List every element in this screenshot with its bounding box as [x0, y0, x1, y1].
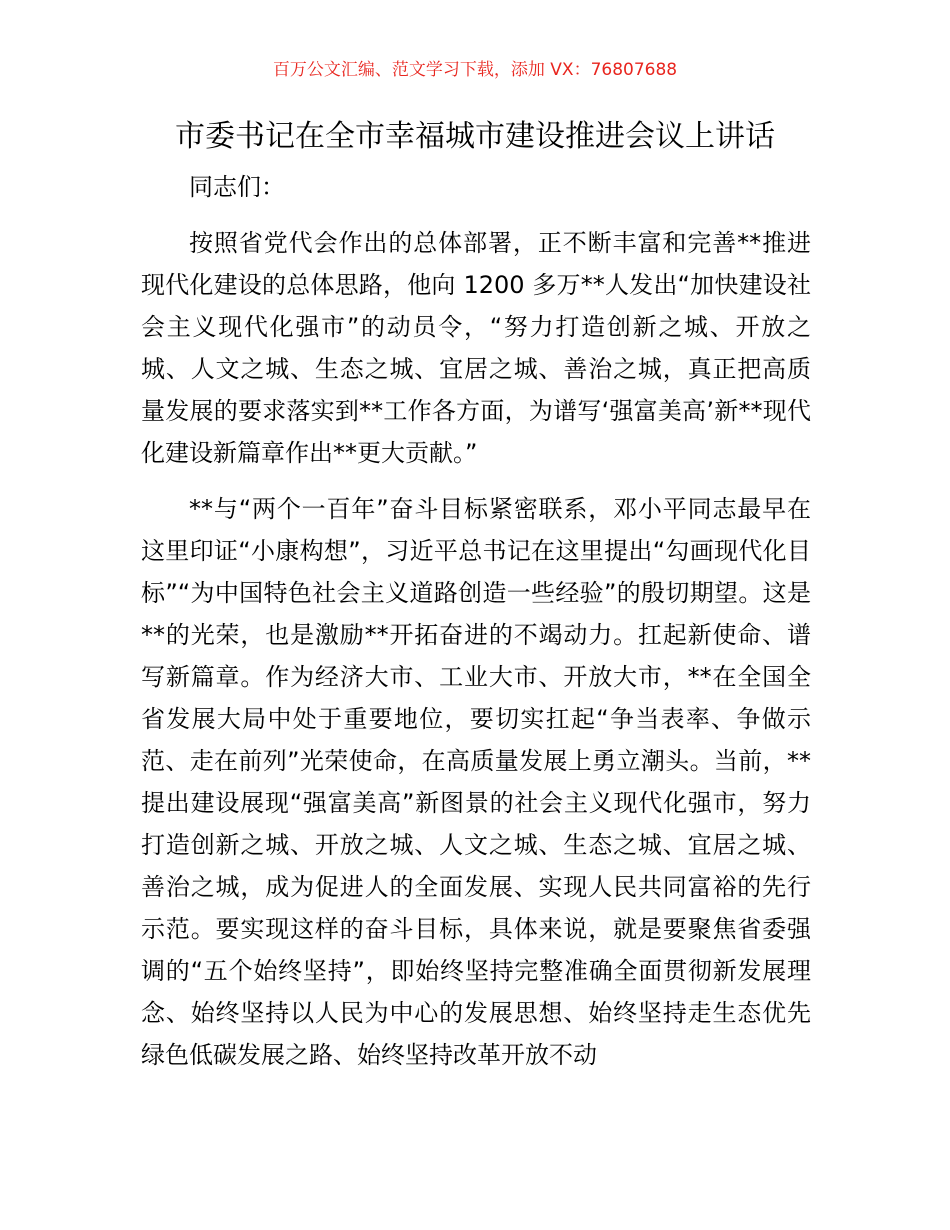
greeting: 同志们： [189, 173, 285, 201]
paragraph-2: **与“两个一百年”奋斗目标紧密联系，邓小平同志最早在这里印证“小康构想”，习近平总书记在这里提出“勾画现代化目标”“为中国特色社会主义道路创造一些经验”的殷切期望。这是**的光荣，也是激励**开拓奋进的不竭动力。扛起新使命、谱写新篇章。作为经济大市、工业大市、开放大市，**在全国全省发展大局中处于重要地位，要切实扛起“争当表率、争做示范、走在前列”光荣使命，在高质量发展上勇立潮头。当前，**提出建设展现“强富美高”新图景的社会主义现代化强市，努力打造创新之城、开放之城、人文之城、生态之城、宜居之城、善治之城，成为促进人的全面发展、实现人民共同富裕的先行示范。要实现这样的奋斗目标，具体来说，就是要聚焦省委强调的“五个始终坚持”，即始终坚持完整准确全面贯彻新发展理念、始终坚持以人民为中心的发展思想、始终坚持走生态优先绿色低碳发展之路、始终坚持改革开放不动 [141, 495, 811, 1069]
document-title: 市委书记在全市幸福城市建设推进会议上讲话 [175, 119, 775, 154]
download-banner: 百万公文汇编、范文学习下载，添加 VX：76807688 [272, 60, 678, 80]
document-body [141, 166, 811, 1076]
paragraph-1: 按照省党代会作出的总体部署，正不断丰富和完善**推进现代化建设的总体思路，他向 1200 多万**人发出“加快建设社会主义现代化强市”的动员令，“努力打造创新之城、开放之城、人文之城、生态之城、宜居之城、善治之城，真正把高质量发展的要求落实到**工作各方面，为谱写‘强富美高’新**现代化建设新篇章作出**更大贡献。” [141, 229, 811, 467]
